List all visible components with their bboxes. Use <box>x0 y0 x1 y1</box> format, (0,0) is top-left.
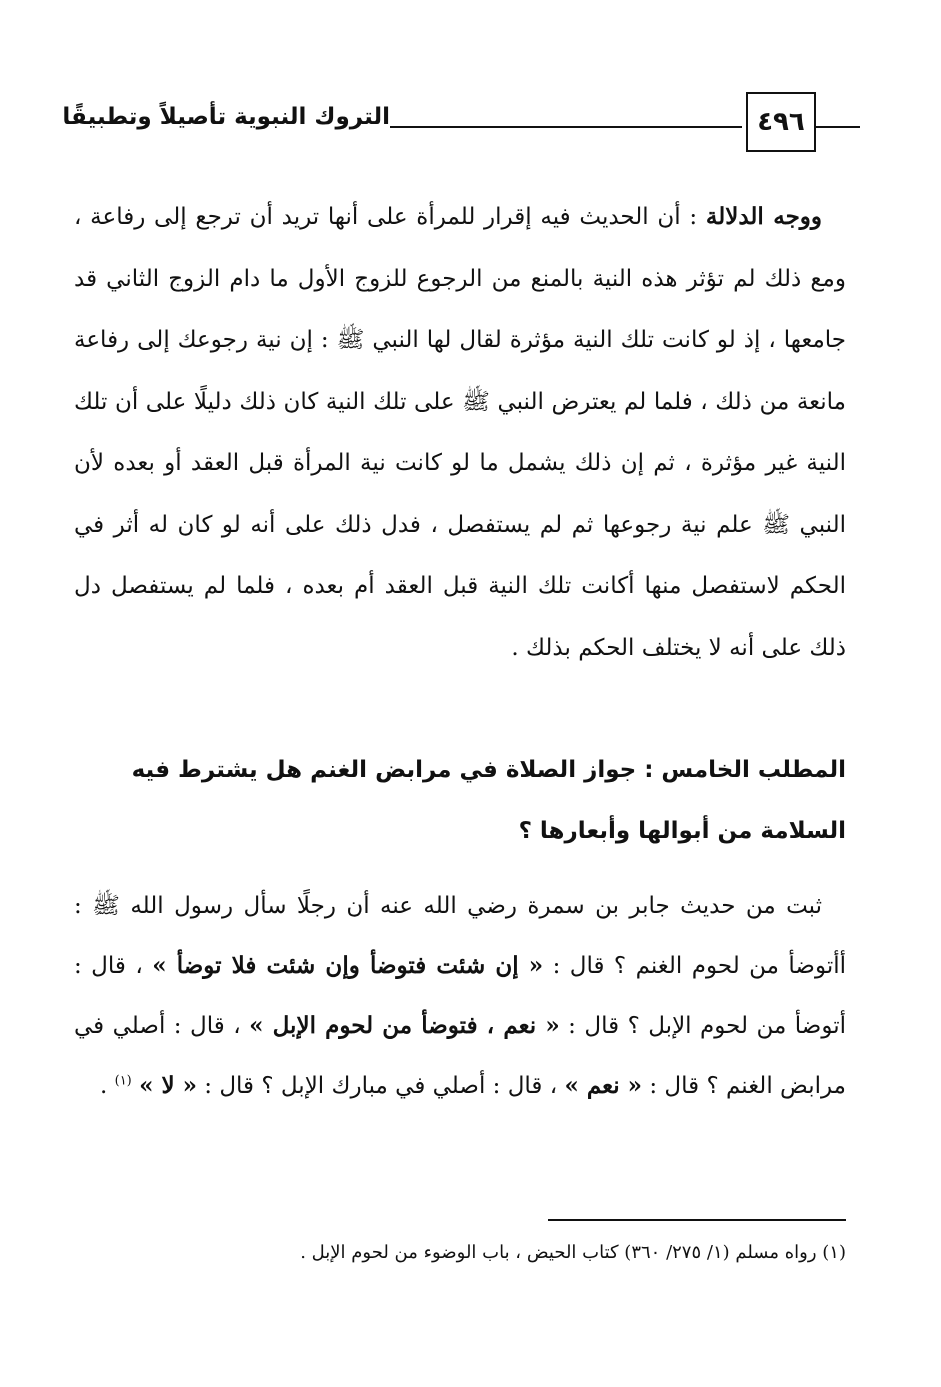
book-title: التروك النبوية تأصيلاً وتطبيقًا <box>62 104 390 130</box>
paragraph-1-body: : أن الحديث فيه إقرار للمرأة على أنها تريد أن ترجع إلى رفاعة ، ومع ذلك لم تؤثر هذه النية بالمنع من الرجوع للزوج الأول ما دام الزوج الثاني قد جامعها ، إذ لو كانت تلك النية مؤثرة لقال لها النبي ﷺ : إن نية رجوعك إلى رفاعة مانعة من ذلك ، فلما لم يعترض النبي ﷺ على تلك النية كان ذلك دليلًا على أن تلك النية غير مؤثرة ، ثم إن ذلك يشمل ما لو كانت نية المرأة قبل العقد أو بعده لأن النبي ﷺ علم نية رجوعها ثم لم يستفصل ، فدل ذلك على أنه لو كان له أثر في الحكم لاستفصل منها أكانت تلك النية قبل العقد أم بعده ، فلما لم يستفصل دل ذلك على أنه لا يختلف الحكم بذلك . <box>74 204 846 661</box>
footnote: (١) رواه مسلم (١/ ٢٧٥/ ٣٦٠) كتاب الحيض ، باب الوضوء من لحوم الإبل . <box>300 1242 846 1263</box>
hadith-quote-2: « نعم ، فتوضأ من لحوم الإبل » <box>249 1012 560 1039</box>
hadith-quote-4: « لا » <box>139 1072 197 1099</box>
hadith-quote-3: « نعم » <box>564 1072 643 1099</box>
paragraph-1 <box>74 186 846 679</box>
section-heading: المطلب الخامس : جواز الصلاة في مرابض الغنم هل يشترط فيه السلامة من أبوالها وأبعارها ؟ <box>131 757 846 844</box>
paragraph-1-lead: ووجه الدلالة <box>705 203 823 230</box>
hadith-quote-1: « إن شئت فتوضأ وإن شئت فلا توضأ » <box>152 952 544 979</box>
header-rule-right <box>816 126 860 128</box>
page-header <box>60 88 860 156</box>
page-number: ٤٩٦ <box>746 92 816 152</box>
paragraph-2 <box>74 876 846 1116</box>
header-rule-left <box>390 126 742 128</box>
paragraph-2-part-3: ، قال : أصلي في مرابض الغنم ؟ قال : <box>74 1013 846 1099</box>
paragraph-2-part-2: ، قال : أتوضأ من لحوم الإبل ؟ قال : <box>74 953 846 1039</box>
paragraph-2-intro: ثبت من حديث جابر بن سمرة رضي الله عنه أن رجلًا سأل رسول الله ﷺ : أأتوضأ من لحوم الغنم ؟ قال : <box>74 893 847 979</box>
footnote-separator <box>548 1219 846 1221</box>
footnote-reference[interactable]: (١) <box>114 1073 132 1089</box>
paragraph-2-part-4: ، قال : أصلي في مبارك الإبل ؟ قال : <box>204 1073 558 1099</box>
paragraph-2-end: . <box>99 1073 108 1099</box>
